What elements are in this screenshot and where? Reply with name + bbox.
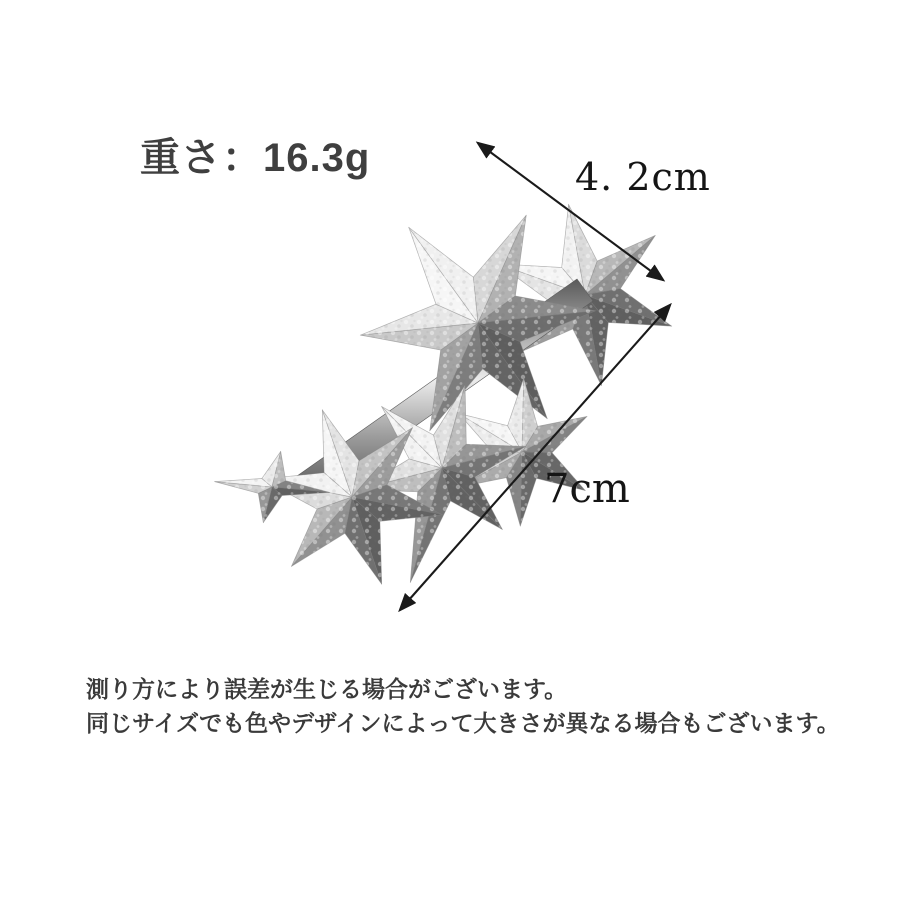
measurement-notes [86, 672, 840, 740]
star-shape [361, 215, 596, 430]
note-line-1: 測り方により誤差が生じる場合がございます。 [86, 676, 568, 702]
length-dimension-label: 7cm [544, 466, 630, 512]
weight-label: 重さ：16.3g [140, 136, 371, 180]
note-line-2: 同じサイズでも色やデザインによって大きさが異なる場合もございます。 [86, 710, 840, 736]
width-dimension-label: 4. 2cm [575, 155, 711, 199]
